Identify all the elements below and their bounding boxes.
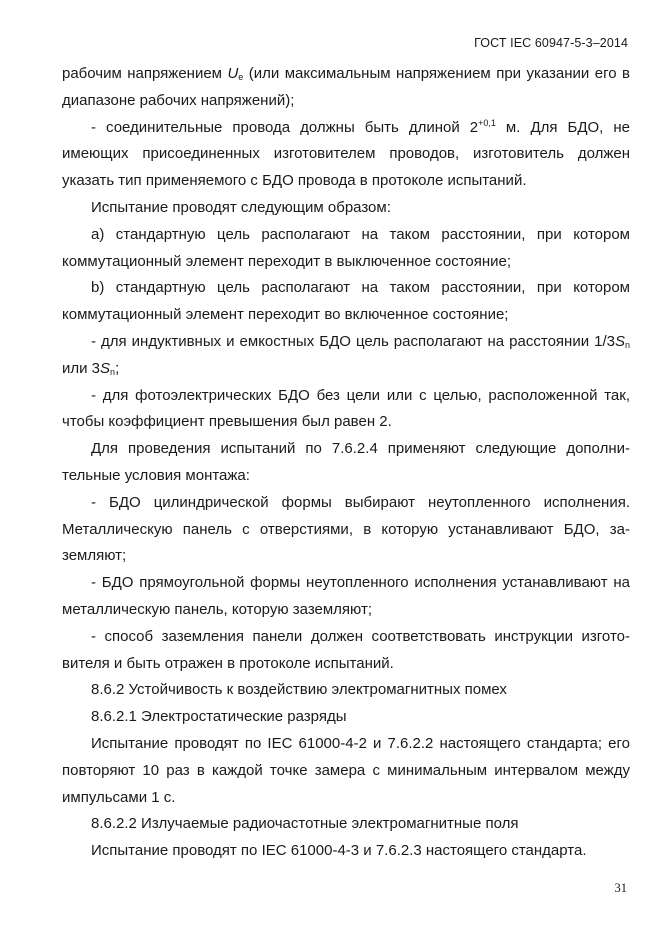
- document-body: [62, 61, 630, 865]
- paragraph: Испытание проводят по IEC 61000-4-2 и 7.6.2.2 настоящего стандарта; его повторяют 10 раз в каждой точке замера с минимальным интервалом между импульсами 1 с.: [62, 734, 630, 806]
- paragraph: - для фотоэлектрических БДО без цели или с целью, расположенной так, чтобы коэффициент превышения был равен 2.: [62, 386, 630, 431]
- paragraph: Для проведения испытаний по 7.6.2.4 применяют следующие дополнительные условия монтажа:: [62, 440, 630, 484]
- paragraph: - для индуктивных и емкостных БДО цель располагают на расстоянии $1/3S_n$ или $3S_n$;: [62, 332, 630, 377]
- paragraph: b) стандартную цель располагают на таком расстоянии, при котором коммутационный элемент переходит во включенное состояние;: [62, 279, 630, 324]
- section-heading: 8.6.2.2 Излучаемые радиочастотные электромагнитные поля: [91, 815, 519, 833]
- document-header: ГОСТ IEC 60947-5-3–2014: [474, 36, 628, 50]
- paragraph: - соединительные провода должны быть длиной $2^{+0,1}$ м. Для БДО, не имеющих присоединенных изготовителем проводов, изготовитель должен указать тип применяемого с БДО провода в протоколе испытаний.: [62, 117, 630, 190]
- paragraph: Испытание проводят следующим образом:: [91, 198, 391, 216]
- paragraph: a) стандартную цель располагают на таком расстоянии, при котором коммутационный элемент переходит в выключенное состояние;: [62, 225, 630, 270]
- section-heading: 8.6.2.1 Электростатические разряды: [91, 708, 347, 726]
- paragraph: Испытание проводят по IEC 61000-4-3 и 7.6.2.3 настоящего стандарта.: [91, 842, 587, 860]
- paragraph: - БДО цилиндрической формы выбирают неутопленного исполнения. Металлическую панель с отверстиями, в которую устанавливают БДО, заземляют;: [62, 493, 630, 565]
- paragraph: - БДО прямоугольной формы неутопленного исполнения устанавливают на металлическую панель, которую заземляют;: [62, 574, 630, 618]
- page-number: 31: [614, 881, 627, 895]
- section-heading: 8.6.2 Устойчивость к воздействию электромагнитных помех: [91, 681, 507, 699]
- paragraph: рабочим напряжением $U_e$ (или максимальным напряжением при указании его в диапазоне рабочих напряжений);: [62, 65, 631, 109]
- paragraph: - способ заземления панели должен соответствовать инструкции изготовителя и быть отражен в протоколе испытаний.: [62, 627, 630, 672]
